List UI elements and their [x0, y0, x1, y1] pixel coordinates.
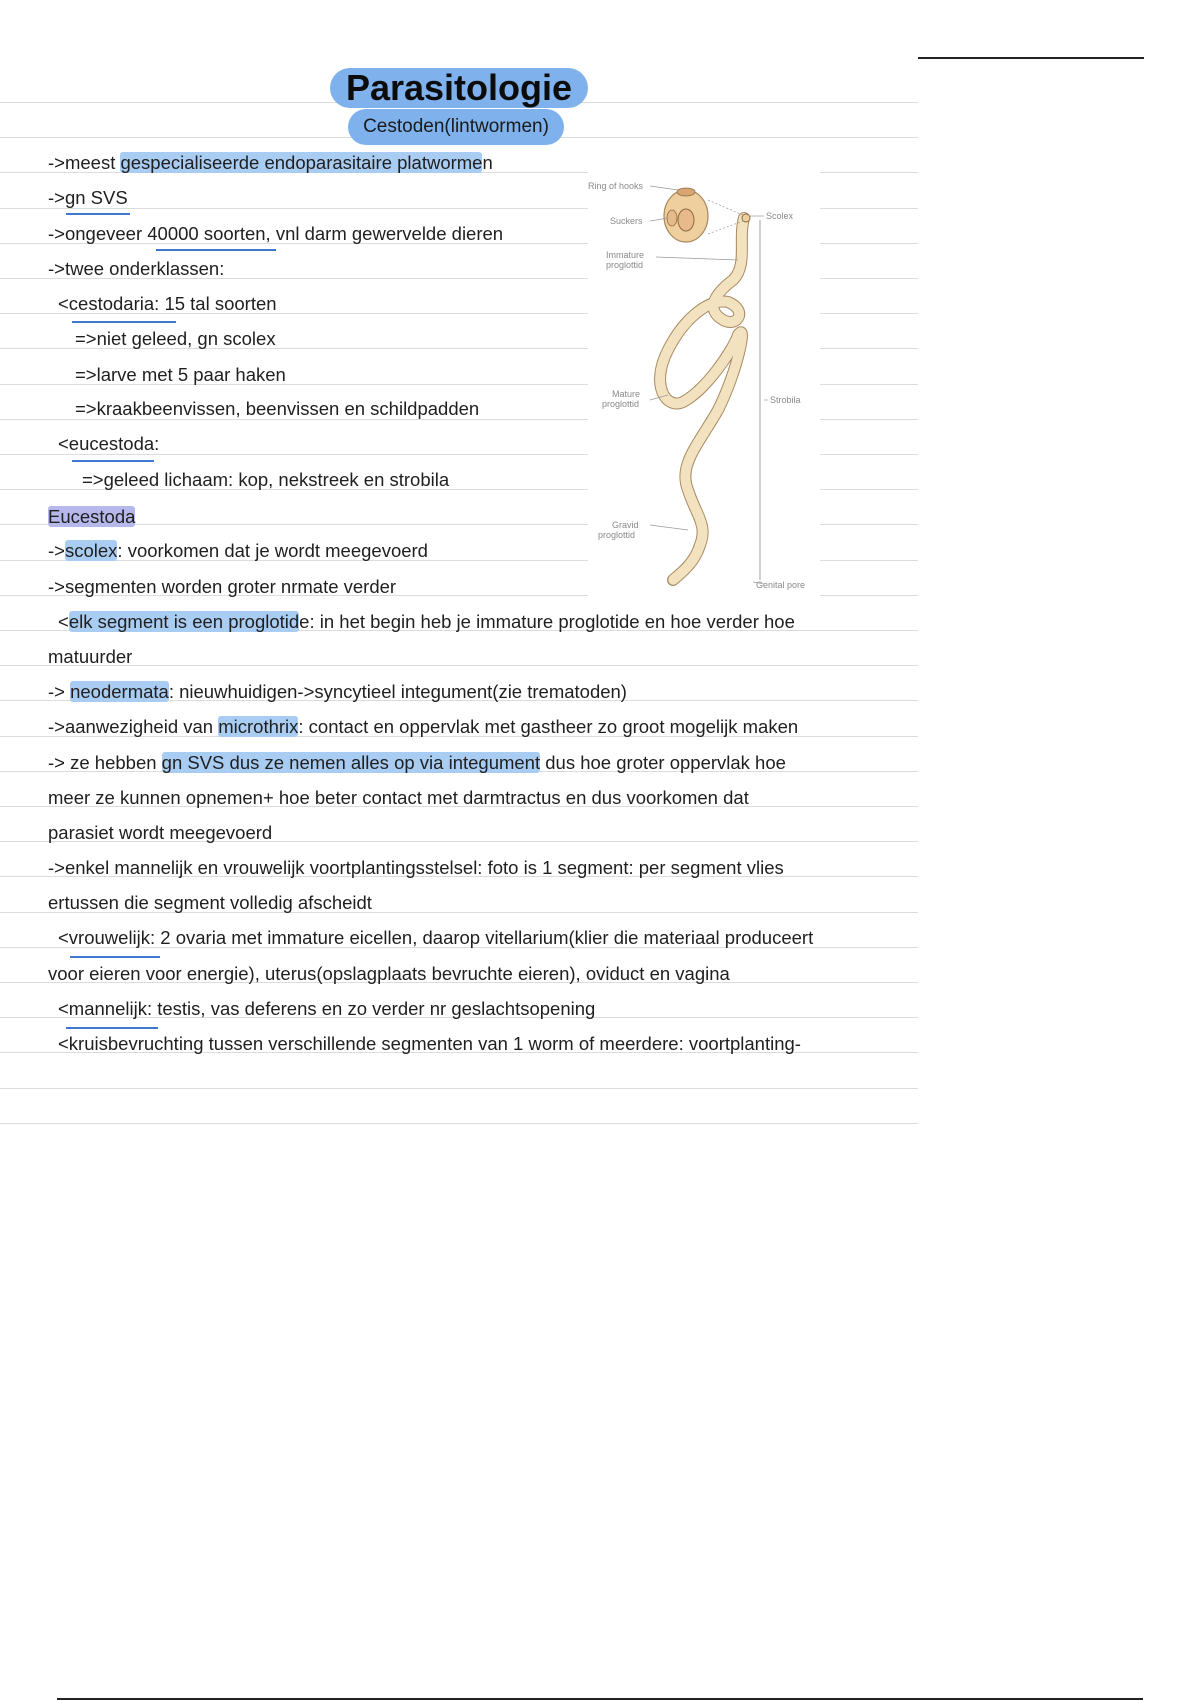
note-line: ->enkel mannelijk en vrouwelijk voortplantingsstelsel: foto is 1 segment: per segment vlies	[48, 857, 784, 878]
ruled-line	[0, 665, 918, 666]
tapeworm-figure	[588, 170, 820, 600]
label-gravid-proglottid: proglottid	[598, 530, 636, 540]
scolex-icon	[742, 214, 750, 222]
underline-mark	[156, 249, 276, 251]
underline-mark	[72, 321, 176, 323]
note-line: -> neodermata: nieuwhuidigen->syncytieel integument(zie trematoden)	[48, 681, 627, 702]
underline-mark	[70, 956, 160, 958]
note-line: =>niet geleed, gn scolex	[75, 328, 276, 349]
note-line: ->ongeveer 40000 soorten, vnl darm gewervelde dieren	[48, 223, 504, 244]
label-mature-proglottid: proglottid	[602, 399, 640, 409]
label-immature-proglottid: Immature	[606, 250, 645, 260]
ruled-line	[0, 1123, 918, 1124]
label-immature-proglottid: proglottid	[606, 260, 644, 270]
note-line: <elk segment is een proglotide: in het begin heb je immature proglotide en hoe verder hoe	[58, 611, 795, 632]
label-strobila: Strobila	[770, 395, 801, 405]
ruled-line	[0, 1088, 918, 1089]
strobila-body-inner	[660, 218, 744, 580]
note-line: <vrouwelijk: 2 ovaria met immature eicellen, daarop vitellarium(klier die materiaal produceert	[58, 927, 814, 948]
note-line: voor eieren voor energie), uterus(opslagplaats bevruchte eieren), oviduct en vagina	[48, 963, 730, 984]
note-line: ->aanwezigheid van microthrix: contact en oppervlak met gastheer zo groot mogelijk maken	[48, 716, 799, 737]
note-line: ->twee onderklassen:	[48, 258, 225, 279]
label-mature-proglottid: Mature	[612, 389, 641, 399]
note-line: =>larve met 5 paar haken	[75, 364, 286, 385]
note-line: ->gn SVS	[48, 187, 128, 208]
note-line: ertussen die segment volledig afscheidt	[48, 892, 372, 913]
note-line: parasiet wordt meegevoerd	[48, 822, 273, 843]
sucker-icon	[678, 209, 694, 231]
page-title: Parasitologie	[330, 68, 588, 108]
page-subtitle: Cestoden(lintwormen)	[348, 109, 564, 145]
note-line: -> ze hebben gn SVS dus ze nemen alles op via integument dus hoe groter oppervlak hoe	[48, 752, 786, 773]
note-line: =>kraakbeenvissen, beenvissen en schildpadden	[75, 398, 480, 419]
note-line: <cestodaria: 15 tal soorten	[58, 293, 277, 314]
underline-mark	[72, 460, 154, 462]
underline-mark	[66, 1027, 158, 1029]
tapeworm-diagram	[588, 170, 820, 600]
label-suckers: Suckers	[610, 216, 643, 226]
label-genital-pore: Genital pore	[756, 580, 806, 590]
label-scolex: Scolex	[766, 211, 794, 221]
note-line: <mannelijk: testis, vas deferens en zo verder nr geslachtsopening	[58, 998, 596, 1019]
top-rule	[918, 57, 1144, 59]
ring-of-hooks-icon	[677, 188, 695, 196]
note-line: ->meest gespecialiseerde endoparasitaire platwormen	[48, 152, 493, 173]
note-line: matuurder	[48, 646, 133, 667]
note-line: <kruisbevruchting tussen verschillende segmenten van 1 worm of meerdere: voortplanting-	[58, 1033, 801, 1054]
note-line: ->segmenten worden groter nrmate verder	[48, 576, 397, 597]
underline-mark	[66, 213, 130, 215]
sucker-icon	[667, 210, 677, 226]
note-line: ->scolex: voorkomen dat je wordt meegevoerd	[48, 540, 428, 561]
label-gravid-proglottid: Gravid	[612, 520, 639, 530]
section-heading-eucestoda: Eucestoda	[48, 506, 136, 527]
note-line: meer ze kunnen opnemen+ hoe beter contact met darmtractus en dus voorkomen dat	[48, 787, 749, 808]
note-line: <eucestoda:	[58, 433, 160, 454]
note-line: =>geleed lichaam: kop, nekstreek en strobila	[82, 469, 450, 490]
label-ring-of-hooks: Ring of hooks	[588, 181, 644, 191]
